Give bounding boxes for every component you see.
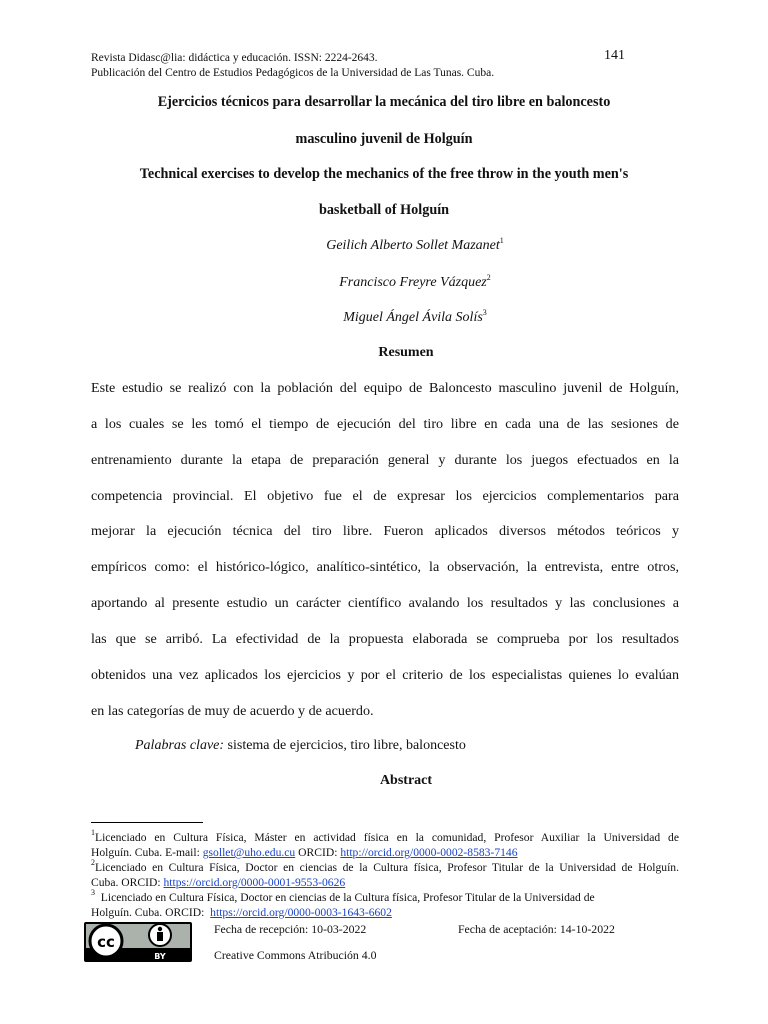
- author-name: Miguel Ángel Ávila Solís: [343, 310, 483, 325]
- author-name: Francisco Freyre Vázquez: [339, 275, 487, 290]
- footnote-text: Holguín. Cuba. ORCID:: [91, 906, 211, 919]
- journal-header-line2: Publicación del Centro de Estudios Pedagógicos de la Universidad de Las Tunas. Cuba.: [91, 67, 495, 79]
- resumen-line: las que se arribó. La efectividad de la propuesta elaborada se comprueba por los resultados: [91, 631, 679, 647]
- footnote-1-line2: [91, 846, 679, 859]
- license-text: Creative Commons Atribución 4.0: [214, 948, 377, 962]
- title-es-line2: masculino juvenil de Holguín: [295, 131, 473, 147]
- resumen-heading: Resumen: [378, 345, 434, 360]
- footnote-mark: 1: [91, 828, 95, 837]
- orcid-link[interactable]: https://orcid.org/0000-0001-9553-0626: [163, 876, 346, 889]
- footnote-text: Licenciado en Cultura Física, Doctor en ciencias de la Cultura física, Profesor Titular de la Universidad de Holguín.: [95, 861, 679, 874]
- author-1: [60, 238, 768, 254]
- footnote-divider: [91, 822, 203, 823]
- resumen-line: obtenidos una vez aplicados los ejercicios y por el criterio de los especialistas quienes lo evalúan: [91, 667, 679, 683]
- footnote-text: Holguín. Cuba. E-mail:: [91, 846, 203, 859]
- resumen-line: Este estudio se realizó con la población del equipo de Baloncesto masculino juvenil de Holguín,: [91, 380, 679, 396]
- author-3: [60, 310, 768, 326]
- author-footnote-mark: 1: [499, 236, 504, 245]
- orcid-link[interactable]: https://orcid.org/0000-0003-1643-6602: [210, 906, 392, 919]
- keywords-label: Palabras clave:: [135, 738, 225, 753]
- resumen-line: empíricos como: el histórico-lógico, analítico-sintético, la observación, la entrevista, entre otros,: [91, 559, 679, 575]
- resumen-line: aportando al presente estudio un carácter científico avalando los resultados y las conclusiones a: [91, 595, 679, 611]
- abstract-heading: Abstract: [379, 773, 433, 788]
- title-en-line1: Technical exercises to develop the mechanics of the free throw in the youth men's: [139, 166, 629, 182]
- footnote-3-line1: [91, 888, 679, 904]
- cc-by-badge[interactable]: [84, 922, 192, 962]
- page-number: 141: [604, 48, 625, 63]
- footnote-2-line1: [91, 858, 679, 874]
- resumen-line: entrenamiento durante la etapa de preparación general y durante los juegos efectuados en la: [91, 452, 679, 468]
- resumen-line: mejorar la ejecución técnica del tiro libre. Fueron aplicados diversos métodos teóricos y: [91, 523, 679, 539]
- resumen-line: a los cuales se les tomó el tiempo de ejecución del tiro libre en cada una de las sesiones de: [91, 416, 679, 432]
- resumen-line: en las categorías de muy de acuerdo y de acuerdo.: [91, 703, 374, 719]
- footnote-mark: 2: [91, 858, 95, 867]
- journal-header-line1: Revista Didasc@lia: didáctica y educación. ISSN: 2224-2643.: [91, 52, 378, 64]
- email-link[interactable]: gsollet@uho.edu.cu: [202, 846, 296, 859]
- footnote-text: Licenciado en Cultura Física, Máster en actividad física en la comunidad, Profesor Auxiliar la Universidad de: [95, 831, 679, 844]
- author-footnote-mark: 2: [486, 273, 491, 282]
- author-2: [60, 275, 768, 291]
- cc-badge-graphic: [84, 922, 192, 962]
- title-en-line2: basketball of Holguín: [318, 202, 450, 218]
- cc-badge-label: cc: [97, 933, 115, 951]
- keywords-list: sistema de ejercicios, tiro libre, baloncesto: [224, 738, 466, 753]
- by-badge-label: BY: [154, 952, 166, 961]
- author-footnote-mark: 3: [482, 308, 487, 317]
- footnote-text: ORCID:: [295, 846, 341, 859]
- resumen-line: competencia provincial. El objetivo fue el de expresar los ejercicios complementarios para: [91, 488, 679, 504]
- footnote-1-line1: [91, 828, 679, 844]
- orcid-link[interactable]: http://orcid.org/0000-0002-8583-7146: [340, 846, 518, 859]
- footnote-mark: 3: [91, 888, 95, 897]
- accepted-date: Fecha de aceptación: 14-10-2022: [458, 922, 615, 936]
- author-name: Geilich Alberto Sollet Mazanet: [326, 238, 500, 253]
- footnote-2-line2: [91, 876, 679, 889]
- footnote-3-line2: [91, 906, 679, 919]
- footnote-text: Licenciado en Cultura Física, Doctor en ciencias de la Cultura física, Profesor Titular de la Universidad de: [95, 891, 595, 904]
- keywords: [135, 738, 466, 754]
- title-es-line1: Ejercicios técnicos para desarrollar la mecánica del tiro libre en baloncesto: [157, 94, 611, 110]
- received-date: Fecha de recepción: 10-03-2022: [214, 922, 367, 936]
- footnote-text: Cuba. ORCID:: [91, 876, 164, 889]
